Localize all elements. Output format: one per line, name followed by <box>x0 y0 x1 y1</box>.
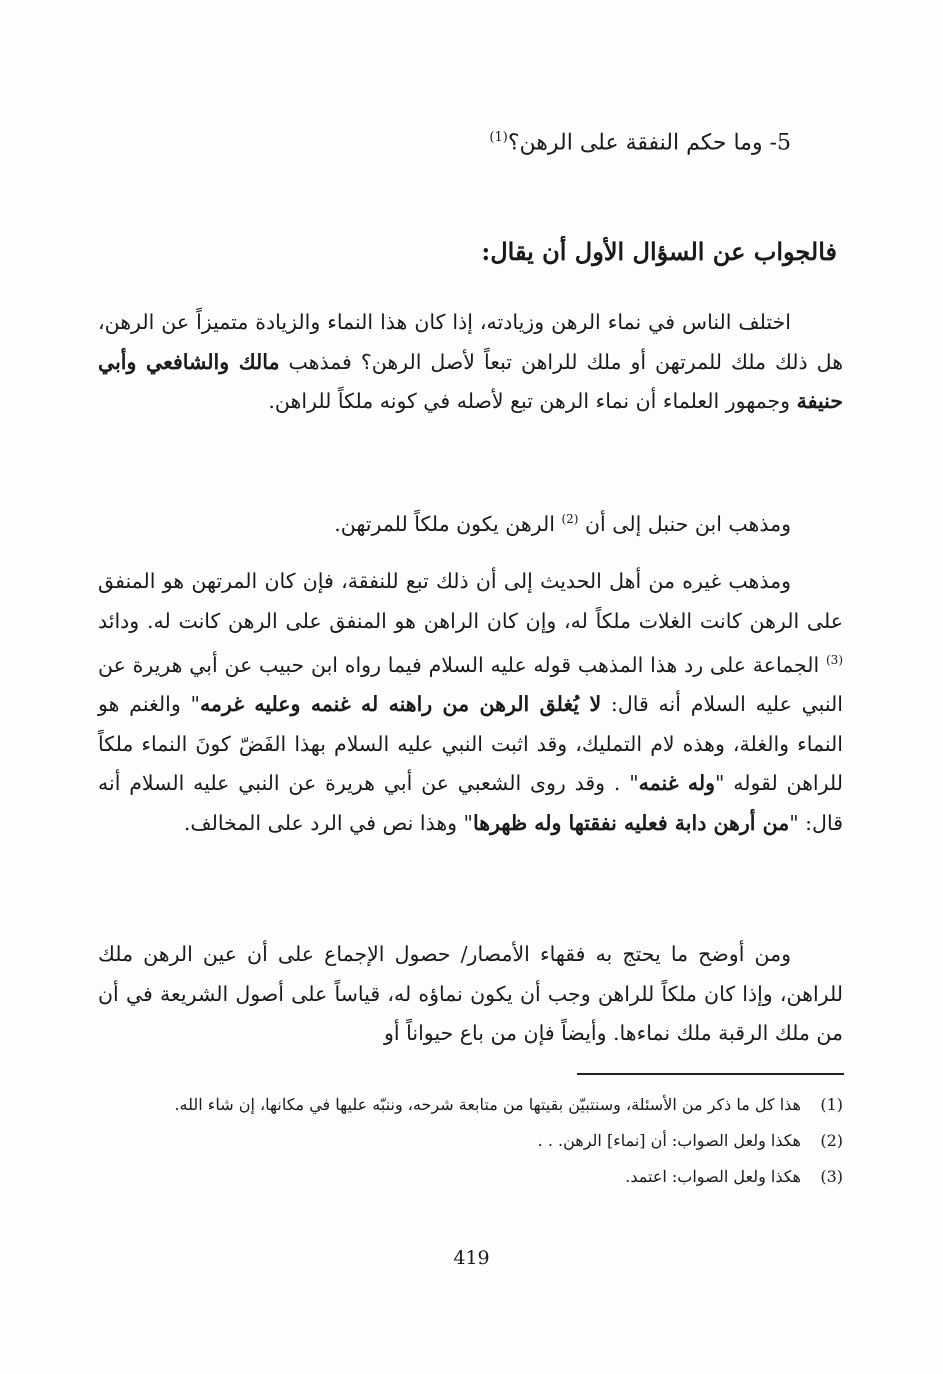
footnote-number: (1) <box>820 1095 843 1114</box>
footnote-text: هكذا ولعل الصواب: أن [نماء] الرهن. . . <box>537 1131 801 1150</box>
paragraph-2 <box>98 500 843 544</box>
paragraph-4 <box>98 935 843 1054</box>
answer-heading: فالجواب عن السؤال الأول أن يقال: <box>481 237 837 266</box>
p3-footnote-ref: (3) <box>825 653 843 667</box>
p3-hadith-3: من أرهن دابة فعليه نفقتها وله ظهرها <box>473 810 790 835</box>
question-text: 5- وما حكم النفقة على الرهن؟ <box>507 130 791 156</box>
p3-text-d: " والغنم هو النماء والغلة، وهذه لام التمليك، وقد اثبت النبي عليه السلام بهذا الفَضّ كونَ النماء ملكاً للراهن لقوله " <box>98 692 843 796</box>
footnote-1 <box>98 1090 843 1120</box>
paragraph-3 <box>98 562 843 843</box>
p4-text-a: ومن أوضح ما يحتج به فقهاء الأمصار/ حصول الإجماع على أن عين الرهن ملك للراهن، وإذا كان ملكاً للراهن وجب أن يكون نماؤه له، قياساً على أصول الشريعة في أن من ملك الرقبة ملك نماءها. وأيضاً فإن من باع حيواناً أو <box>98 942 843 1045</box>
footnote-divider <box>577 1073 844 1075</box>
p2-footnote-ref: (2) <box>561 512 579 526</box>
p3-hadith-1: لا يُغلق الرهن من راهنه له غنمه وعليه غرمه <box>199 692 602 717</box>
p1-text-a: اختلف الناس في نماء الرهن وزيادته، إذا كان هذا النماء والزيادة متميزاً عن الرهن، هل ذلك ملك للمرتهن أو ملك للراهن تبعاً لأصل الرهن؟ فمذهب <box>98 310 843 374</box>
p3-hadith-2: وله غنمه <box>638 771 715 796</box>
page-number: 419 <box>453 1247 490 1269</box>
p2-text-a: ومذهب ابن حنبل إلى أن <box>578 511 791 536</box>
p1-bold-names: مالك والشافعي وأبي حنيفة <box>98 349 843 413</box>
p3-text-f: " . وقد روى الشعبي عن أبي هريرة عن النبي عليه السلام أنه قال: " <box>98 771 843 835</box>
footnote-text: هذا كل ما ذكر من الأسئلة، وسنتبيّن بقيتها من متابعة شرحه، وننبّه عليها في مكانها، إن شاء الله. <box>174 1095 801 1114</box>
footnote-text: هكذا ولعل الصواب: اعتمد. <box>625 1167 801 1186</box>
footnote-number: (3) <box>820 1167 843 1186</box>
p2-text-b: الرهن يكون ملكاً للمرتهن. <box>334 511 562 536</box>
question-line <box>151 118 791 163</box>
footnote-number: (2) <box>820 1131 843 1150</box>
p3-text-a: ومذهب غيره من أهل الحديث إلى أن ذلك تبع للنفقة، فإن كان المرتهن هو المنفق على الرهن كانت الغلات ملكاً له، وإن كان الراهن هو المنفق على الرهن كانت له. ودائد <box>98 569 843 633</box>
footnote-2 <box>98 1126 843 1156</box>
paragraph-1 <box>98 303 843 422</box>
p3-text-b: الجماعة على رد هذا المذهب قوله عليه السلام فيما رواه ابن حبيب عن أبي هريرة عن النبي عليه السلام أنه قال: <box>98 652 843 717</box>
footnotes <box>98 1090 843 1198</box>
footnote-3 <box>98 1162 843 1192</box>
question-footnote-ref: (1) <box>489 130 508 145</box>
p3-text-h: " وهذا نص في الرد على المخالف. <box>183 810 473 835</box>
p1-text-c: وجمهور العلماء أن نماء الرهن تبع لأصله في كونه ملكاً للراهن. <box>268 389 797 413</box>
